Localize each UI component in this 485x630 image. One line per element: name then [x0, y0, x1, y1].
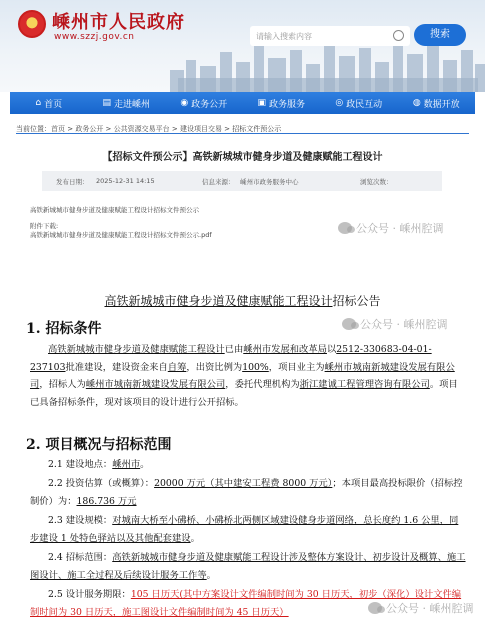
- attachment-link[interactable]: 高铁新城城市健身步道及健康赋能工程设计招标文件预公示.pdf: [30, 231, 212, 239]
- fund-ratio: 100%: [242, 361, 269, 373]
- nav-item-gov-open[interactable]: [165, 92, 243, 114]
- nav-item-open-data[interactable]: [398, 92, 476, 114]
- approval-number: 2512-330683-04-01-237103: [30, 344, 432, 373]
- label: 2.1 建设地点：: [48, 459, 113, 470]
- investment: 20000 万元（其中建安工程费 8000 万元）: [154, 478, 333, 489]
- watermark-text: 公众号 · 嵊州腔调: [360, 318, 448, 331]
- attachment-label: 附件下载:: [30, 222, 59, 230]
- title-project: 高铁新城城市健身步道及健康赋能工程设计: [104, 294, 333, 308]
- text: 已由: [224, 344, 244, 355]
- site-url: www.szzj.gov.cn: [54, 32, 135, 42]
- text: 。: [206, 569, 216, 581]
- approver: 嵊州市发展和改革局: [243, 344, 327, 355]
- wechat-icon: [338, 222, 352, 234]
- site-banner: [0, 0, 485, 92]
- item-2-1: [30, 456, 466, 474]
- watermark-text: 公众号 · 嵊州腔调: [386, 602, 474, 615]
- text: 。: [140, 459, 150, 470]
- text: 以: [326, 344, 337, 355]
- source-label: 信息来源：: [202, 178, 235, 186]
- section1-paragraph: [30, 341, 466, 411]
- website-screenshot: [0, 0, 485, 248]
- gov-icon: ◉: [180, 97, 189, 108]
- label: 2.5 设计服务期限：: [48, 589, 131, 600]
- text: ，委托代理机构为: [225, 379, 300, 391]
- scope: 高铁新城城市健身步道及健康赋能工程设计涉及整体方案设计、初步设计及概算、施工图设计、施工全过程及后续设计服务工作等: [30, 552, 466, 581]
- project-owner: 嵊州市城南新城建设发展有限公司: [30, 361, 455, 391]
- page-title: 【招标文件预公示】高铁新城城市健身步道及健康赋能工程设计: [102, 152, 383, 163]
- nav-label: 数据开放: [423, 99, 460, 110]
- watermark: [338, 220, 444, 236]
- wechat-icon: [342, 318, 356, 330]
- watermark-text: 公众号 · 嵊州腔调: [356, 222, 444, 235]
- site-title: 嵊州市人民政府: [52, 12, 185, 33]
- text: ，项目业主为: [268, 361, 325, 373]
- label: 2.3 建设规模：: [48, 515, 113, 526]
- nav-item-about[interactable]: [88, 92, 166, 114]
- nav-item-home[interactable]: [10, 92, 88, 114]
- search-button[interactable]: 搜索: [414, 24, 466, 46]
- price-limit: 186.736 万元: [76, 495, 137, 507]
- wechat-icon: [368, 602, 382, 614]
- search-placeholder: 请输入搜索内容: [256, 32, 312, 41]
- item-2-2: [30, 475, 466, 510]
- section-heading-1: 1. 招标条件: [26, 321, 102, 337]
- text: 批准建设，建设资金来自: [65, 361, 168, 373]
- chat-icon: ◎: [335, 97, 344, 108]
- item-2-4: [30, 549, 466, 584]
- nav-label: 首页: [44, 99, 63, 110]
- service-icon: ▣: [257, 97, 266, 108]
- fund-source: 自筹: [167, 361, 187, 373]
- breadcrumb: 当前位置：首页 > 政务公开 > 公共资源交易平台 > 建设项目交易 > 招标文件预公示: [16, 125, 282, 133]
- announcement-title: [0, 292, 485, 309]
- location: 嵊州市: [112, 459, 141, 470]
- tenderer: 嵊州市城南新城建设发展有限公司: [85, 379, 226, 391]
- label: 2.2 投资估算（或概算）：: [48, 478, 155, 489]
- source-value: 嵊州市政务服务中心: [240, 178, 299, 186]
- nav-item-gov-service[interactable]: [243, 92, 321, 114]
- divider: [16, 133, 469, 134]
- announcement-document: [0, 288, 485, 630]
- data-icon: ◍: [412, 97, 421, 108]
- service-period: 105 日历天(其中方案设计文件编制时间为 30 日历天，初步（深化）设计文件编制时间为 30 日历天，施工图设计文件编制时间为 45 日历天）: [30, 589, 462, 618]
- search-icon: [393, 30, 404, 41]
- nav-label: 政务公开: [191, 99, 228, 110]
- home-icon: ⌂: [35, 97, 42, 108]
- map-icon: ▤: [102, 97, 111, 108]
- publish-label: 发布日期：: [56, 178, 89, 186]
- text: 。: [190, 532, 200, 544]
- national-emblem-icon: [18, 10, 46, 38]
- text: ，招标人为: [39, 379, 86, 391]
- nav-item-interaction[interactable]: [320, 92, 398, 114]
- scale: 对城南大桥至小砩桥、小砩桥北两侧区域建设健身步道网络，总长度约 1.6 公里，同步建设 1 处特色驿站以及其他配套建设: [30, 515, 459, 544]
- project-name: 高铁新城城市健身步道及健康赋能工程设计: [48, 344, 225, 355]
- nav-label: 政民互动: [346, 99, 383, 110]
- item-2-3: [30, 512, 466, 547]
- views-label: 浏览次数：: [360, 178, 393, 186]
- meta-bar: [42, 171, 442, 191]
- text: 。项目已具备招标条件，现对该项目的设计进行公开招标。: [30, 379, 458, 408]
- label: 2.4 招标范围：: [48, 552, 113, 563]
- agency: 浙江建诚工程管理咨询有限公司: [299, 379, 430, 391]
- text: ；本项目最高投标限价（招标控制价）为：: [30, 478, 463, 507]
- section-heading-2: 2. 项目概况与招标范围: [26, 437, 172, 453]
- nav-label: 政务服务: [269, 99, 306, 110]
- title-suffix: 招标公告: [332, 294, 381, 308]
- watermark: [342, 316, 448, 332]
- main-nav: [10, 92, 475, 114]
- spacer: [0, 248, 485, 288]
- search-input[interactable]: [250, 26, 410, 46]
- publish-date: 2025-12-31 14:15: [96, 177, 155, 185]
- watermark: [368, 600, 474, 616]
- nav-label: 走进嵊州: [114, 99, 151, 110]
- text: ，出资比例为: [186, 361, 243, 373]
- body-text: 高铁新城城市健身步道及健康赋能工程设计招标文件预公示: [30, 206, 199, 214]
